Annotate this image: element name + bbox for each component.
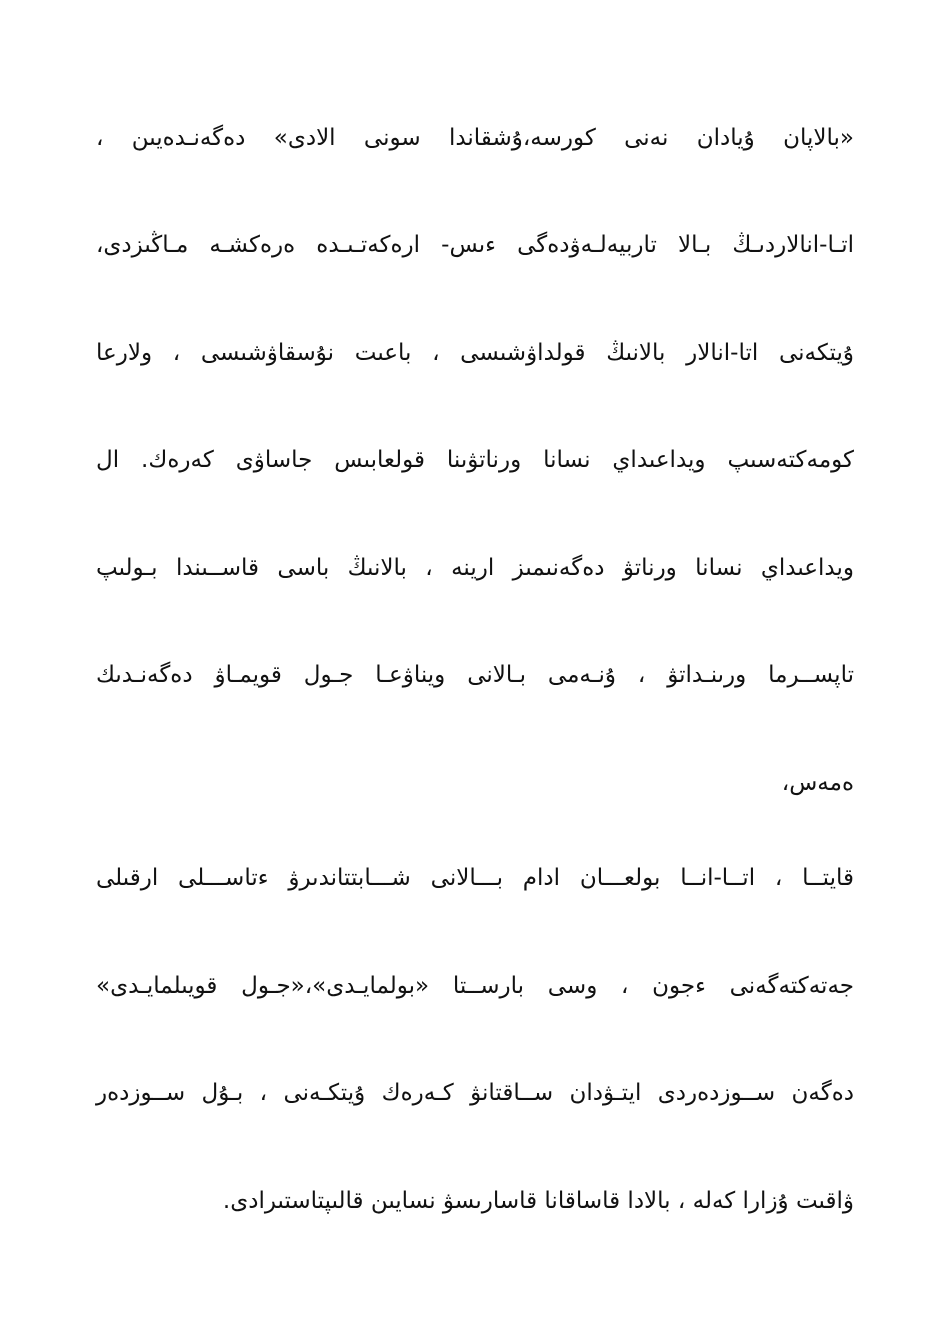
text-line: تاپســرما ورىنـداتۋ ، ۇنـەمى بـالانى ويناۋعـا جـول قويمـاۋ دەگەنـدىك <box>96 662 854 688</box>
text-line: ۋاقىت ۇزارا كەلە ، بالادا قاساقانا قاسارىسۋ نسايىن قالىپتاستىرادى. <box>222 1188 854 1214</box>
text-line: «بالاپان ۇيادان نەنى كورسە،ۇشقاندا سونى الادى» دەگەنـدەيىن ، <box>96 125 854 151</box>
document-page <box>96 0 854 1344</box>
text-line: ەمەس، <box>781 770 854 796</box>
text-line: دەگەن ســوزدەردى ايتـۋدان ســاقتانۋ كـەرەك ۇيتكـەنى ، بـۇل ســوزدەر <box>96 1080 854 1106</box>
text-line: قايتــا ، اتــا-انــا بولعـــان ادام بـــالانى شـــابتتاندىرۋ ءتاســـلى ارقىلى <box>96 865 854 891</box>
text-line: اتـا-انالاردىـڭ بـالا تاربيەلـەۋدەگى ءىس- ارەكەتـىـدە ەرەكشـە مـاڭىزدى، <box>96 232 854 258</box>
text-line: ويداعىداي نسانا ورناتۋ دەگەنىمىز ارينە ، بالانىڭ باسى قاســىندا بـولىپ <box>96 555 854 581</box>
text-line: ۇيتكەنى اتا-انالار بالانىڭ قولداۋشىسى ، باعىت نۇسقاۋشىسى ، ولارعا <box>96 340 854 366</box>
text-line: جەتەكتەگەنى ءجون ، وسى بارســتا «بولمايـدى»،«جـول قويىلمايـدى» <box>96 973 854 999</box>
text-line: كومەكتەسىپ ويداعىداي نسانا ورناتۋىنا قولعابىس جاساۋى كەرەك. ال <box>96 447 854 473</box>
